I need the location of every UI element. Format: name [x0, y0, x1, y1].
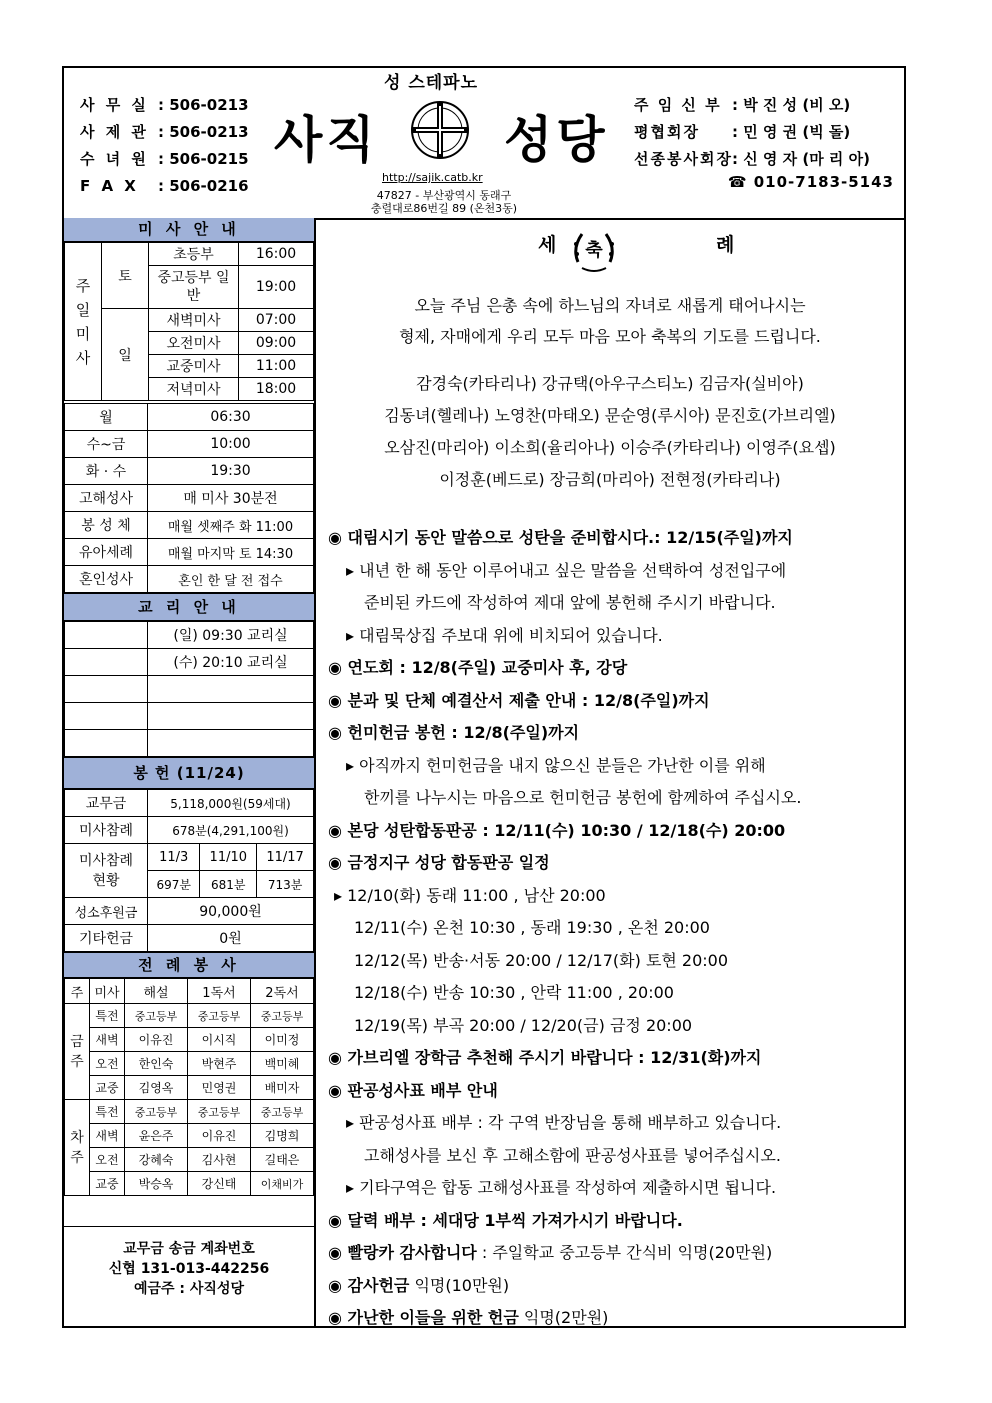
attendance-count: 681분 — [200, 871, 257, 898]
liturgy-cell: 이유진 — [188, 1124, 251, 1148]
notice-detail: 12/11(수) 온천 10:30 , 동래 19:30 , 온천 20:00 — [354, 918, 710, 937]
notice-detail: ▸ 대림묵상집 주보대 위에 비치되어 있습니다. — [346, 625, 663, 645]
contact-convent: 수 녀 원 : 506-0215 — [80, 150, 249, 168]
mass-name: 중고등부 일반 — [149, 266, 239, 309]
sunday-mass-label: 주일미사 — [65, 243, 102, 401]
liturgy-cell: 중고등부 — [251, 1100, 314, 1124]
mass-schedule-table — [64, 242, 314, 401]
liturgy-cell: 이채비가 — [251, 1172, 314, 1196]
col-header: 해설 — [125, 979, 188, 1004]
liturgy-table — [64, 978, 314, 1196]
liturgy-cell: 중고등부 — [188, 1100, 251, 1124]
mass-heading: 미 사 안 내 — [64, 218, 314, 242]
liturgy-cell: 김명희 — [251, 1124, 314, 1148]
saturday-label: 토 — [102, 243, 149, 309]
attendance-count: 697분 — [148, 871, 200, 898]
offering-label: 교무금 — [65, 790, 148, 817]
weekday-time: 19:30 — [148, 458, 314, 485]
notice-detail: 한끼를 나누시는 마음으로 헌미헌금 봉헌에 함께하여 주십시오. — [364, 788, 802, 807]
offering-heading: 봉 헌 (11/24) — [64, 757, 314, 789]
liturgy-cell: 민영권 — [188, 1076, 251, 1100]
weekday-name: 화 · 수 — [65, 458, 148, 485]
liturgy-cell: 중고등부 — [251, 1004, 314, 1028]
account-info: 교무금 송금 계좌번호 신협 131-013-442256 예금주 : 사직성당 — [64, 1226, 314, 1326]
notice-item: ◉ 금정지구 성당 합동판공 일정 — [328, 853, 550, 872]
names-line: 김동녀(헬레나) 노영찬(마태오) 문순영(루시아) 문진호(가브리엘) — [384, 406, 836, 425]
catechism-heading: 교 리 안 내 — [64, 593, 314, 621]
mass-time: 19:00 — [239, 266, 314, 309]
attendance-date: 11/3 — [148, 844, 200, 871]
mass-time: 11:00 — [239, 355, 314, 378]
catechism-row: (일) 09:30 교리실 — [148, 622, 314, 649]
baptism-title: 세 — [538, 234, 557, 256]
liturgy-cell: 강신태 — [188, 1172, 251, 1196]
catechism-table — [64, 621, 314, 757]
baptism-title-mid: 축 — [585, 240, 603, 261]
notice-item: ◉ 달력 배부 : 세대당 1부씩 가져가시기 바랍니다. — [328, 1210, 683, 1230]
staff-list — [634, 92, 870, 173]
bulletin-frame — [62, 66, 906, 1328]
liturgy-cell: 이시직 — [188, 1028, 251, 1052]
weekday-time: 매월 셋째주 화 11:00 — [148, 512, 314, 539]
weekday-time: 매월 마지막 토 14:30 — [148, 539, 314, 566]
sidebar — [64, 218, 316, 1326]
attendance-label: 미사참례 현황 — [65, 844, 148, 898]
weekday-time: 혼인 한 달 전 접수 — [148, 566, 314, 593]
notice-detail: 12/18(수) 반송 10:30 , 안락 11:00 , 20:00 — [354, 983, 674, 1002]
notice-item: ◉ 헌미헌금 봉헌 : 12/8(주일)까지 — [328, 723, 580, 742]
liturgy-mass: 오전 — [90, 1148, 125, 1172]
mass-time: 18:00 — [239, 378, 314, 401]
liturgy-cell: 박현주 — [188, 1052, 251, 1076]
liturgy-cell: 중고등부 — [188, 1004, 251, 1028]
col-header: 1독서 — [188, 979, 251, 1004]
names-line: 감경숙(카타리나) 강규택(아우구스티노) 김금자(실비아) — [416, 374, 804, 393]
contact-office: 사 무 실 : 506-0213 — [80, 96, 249, 114]
liturgy-cell: 중고등부 — [125, 1100, 188, 1124]
baptism-names — [316, 368, 904, 496]
next-week-label: 차주 — [65, 1100, 90, 1196]
this-week-label: 금주 — [65, 1004, 90, 1100]
liturgy-mass: 특전 — [90, 1004, 125, 1028]
mass-name: 교중미사 — [149, 355, 239, 378]
staff-funeral: 선종봉사회장: 신 영 자 (마 리 아) — [634, 150, 870, 168]
notice-detail: 고해성사를 보신 후 고해소함에 판공성사표를 넣어주십시오. — [364, 1145, 781, 1165]
offering-label: 성소후원금 — [65, 898, 148, 925]
attendance-date: 11/17 — [257, 844, 314, 871]
mass-name: 오전미사 — [149, 332, 239, 355]
weekday-time: 매 미사 30분전 — [148, 485, 314, 512]
address: 47827 - 부산광역시 동래구 충렬대로86번길 89 (온천3동) — [370, 189, 518, 215]
weekday-name: 혼인성사 — [65, 566, 148, 593]
attendance-count: 713분 — [257, 871, 314, 898]
attendance-date: 11/10 — [200, 844, 257, 871]
notice-item: ◉ 감사헌금 익명(10만원) — [328, 1275, 510, 1295]
title-right: 성당 — [504, 111, 609, 169]
liturgy-cell: 이유진 — [125, 1028, 188, 1052]
liturgy-cell: 배미자 — [251, 1076, 314, 1100]
liturgy-cell: 강혜숙 — [125, 1148, 188, 1172]
liturgy-cell: 중고등부 — [125, 1004, 188, 1028]
mass-time: 07:00 — [239, 309, 314, 332]
offering-label: 기타헌금 — [65, 925, 148, 952]
mass-name: 초등부 — [149, 243, 239, 266]
liturgy-cell: 김사현 — [188, 1148, 251, 1172]
offering-value: 0원 — [148, 925, 314, 952]
phone-number: ☎ 010-7183-5143 — [727, 173, 894, 191]
liturgy-mass: 새벽 — [90, 1028, 125, 1052]
notice-detail: ▸ 아직까지 헌미헌금을 내지 않으신 분들은 가난한 이를 위해 — [346, 755, 766, 775]
mass-time: 09:00 — [239, 332, 314, 355]
title-left: 사직 — [274, 111, 379, 169]
notice-item: ◉ 가브리엘 장학금 추천해 주시기 바랍니다 : 12/31(화)까지 — [328, 1048, 762, 1067]
baptism-intro: 오늘 주님 은총 속에 하느님의 자녀로 새롭게 태어나시는 형제, 자매에게 우리 모두 마음 모아 축복의 기도를 드립니다. — [399, 296, 821, 346]
liturgy-mass: 오전 — [90, 1052, 125, 1076]
staff-council: 평협회장 : 민 영 권 (빅 돌) — [634, 123, 851, 141]
weekday-time: 06:30 — [148, 404, 314, 431]
names-line: 오삼진(마리아) 이소희(율리아나) 이승주(카타리나) 이영주(요셉) — [384, 438, 836, 457]
catechism-row — [148, 703, 314, 730]
liturgy-mass: 새벽 — [90, 1124, 125, 1148]
weekday-schedule-table — [64, 403, 314, 593]
notice-detail: ▸ 기타구역은 합동 고해성사표를 작성하여 제출하시면 됩니다. — [346, 1178, 777, 1197]
main-content — [316, 218, 904, 1326]
notice-list — [328, 522, 904, 1335]
notice-detail: 준비된 카드에 작성하여 제대 앞에 봉헌해 주시기 바랍니다. — [364, 593, 776, 612]
liturgy-cell: 박승옥 — [125, 1172, 188, 1196]
col-header: 2독서 — [251, 979, 314, 1004]
notice-item: ◉ 판공성사표 배부 안내 — [328, 1080, 498, 1100]
notice-detail: ▸ 내년 한 해 동안 이루어내고 싶은 말씀을 선택하여 성전입구에 — [346, 560, 787, 580]
liturgy-cell: 이미정 — [251, 1028, 314, 1052]
liturgy-mass: 교중 — [90, 1076, 125, 1100]
col-header: 주 — [65, 979, 90, 1004]
notice-detail: ▸ 판공성사표 배부 : 각 구역 반장님을 통해 배부하고 있습니다. — [346, 1113, 782, 1132]
liturgy-cell: 윤은주 — [125, 1124, 188, 1148]
staff-pastor: 주 임 신 부 : 박 진 성 (비 오) — [634, 96, 851, 114]
notice-detail: 12/19(목) 부곡 20:00 / 12/20(금) 금정 20:00 — [354, 1015, 693, 1035]
offering-label: 미사참례 — [65, 817, 148, 844]
contact-rectory: 사 제 관 : 506-0213 — [80, 123, 249, 141]
catechism-row — [148, 730, 314, 757]
weekday-name: 고해성사 — [65, 485, 148, 512]
offering-table — [64, 789, 314, 952]
notice-item: ◉ 빨랑카 감사합니다 : 주일학교 중고등부 간식비 익명(20만원) — [328, 1243, 773, 1262]
liturgy-heading: 전 례 봉 사 — [64, 952, 314, 978]
offering-value: 5,118,000원(59세대) — [148, 790, 314, 817]
offering-value: 678분(4,291,100원) — [148, 817, 314, 844]
liturgy-cell: 백미혜 — [251, 1052, 314, 1076]
notice-item: ◉ 가난한 이들을 위한 헌금 익명(2만원) — [328, 1308, 609, 1327]
contact-list — [80, 92, 249, 200]
liturgy-mass: 교중 — [90, 1172, 125, 1196]
notice-item: ◉ 본당 성탄합동판공 : 12/11(수) 10:30 / 12/18(수) 20:00 — [328, 820, 786, 840]
weekday-name: 월 — [65, 404, 148, 431]
catechism-row — [148, 676, 314, 703]
notice-item: ◉ 분과 및 단체 예결산서 제출 안내 : 12/8(주일)까지 — [328, 690, 710, 710]
weekday-name: 수~금 — [65, 431, 148, 458]
mass-name: 저녁미사 — [149, 378, 239, 401]
liturgy-cell: 길태은 — [251, 1148, 314, 1172]
notice-detail: 12/12(목) 반송·서동 20:00 / 12/17(화) 토현 20:00 — [354, 950, 729, 970]
cross-logo-icon — [408, 98, 472, 162]
notice-detail: ▸ 12/10(화) 동래 11:00 , 남산 20:00 — [334, 885, 606, 905]
liturgy-mass: 특전 — [90, 1100, 125, 1124]
offering-value: 90,000원 — [148, 898, 314, 925]
wreath-icon — [568, 224, 620, 276]
weekday-name: 봉 성 체 — [65, 512, 148, 539]
weekday-time: 10:00 — [148, 431, 314, 458]
contact-fax: F A X : 506-0216 — [80, 177, 249, 195]
col-header: 미사 — [90, 979, 125, 1004]
sunday-label: 일 — [102, 309, 149, 401]
baptism-title-right: 례 — [716, 234, 735, 256]
weekday-name: 유아세례 — [65, 539, 148, 566]
liturgy-cell: 김영옥 — [125, 1076, 188, 1100]
header — [64, 68, 904, 220]
notice-item: ◉ 대림시기 동안 말씀으로 성탄을 준비합시다.: 12/15(주일)까지 — [328, 528, 793, 547]
mass-name: 새벽미사 — [149, 309, 239, 332]
names-line: 이정훈(베드로) 장금희(마리아) 전현정(카타리나) — [439, 470, 781, 489]
liturgy-cell: 한인숙 — [125, 1052, 188, 1076]
parish-subtitle: 성 스테파노 — [384, 73, 479, 93]
catechism-row: (수) 20:10 교리실 — [148, 649, 314, 676]
website-link[interactable]: http://sajik.catb.kr — [382, 171, 483, 184]
notice-item: ◉ 연도회 : 12/8(주일) 교중미사 후, 강당 — [328, 658, 628, 677]
mass-time: 16:00 — [239, 243, 314, 266]
